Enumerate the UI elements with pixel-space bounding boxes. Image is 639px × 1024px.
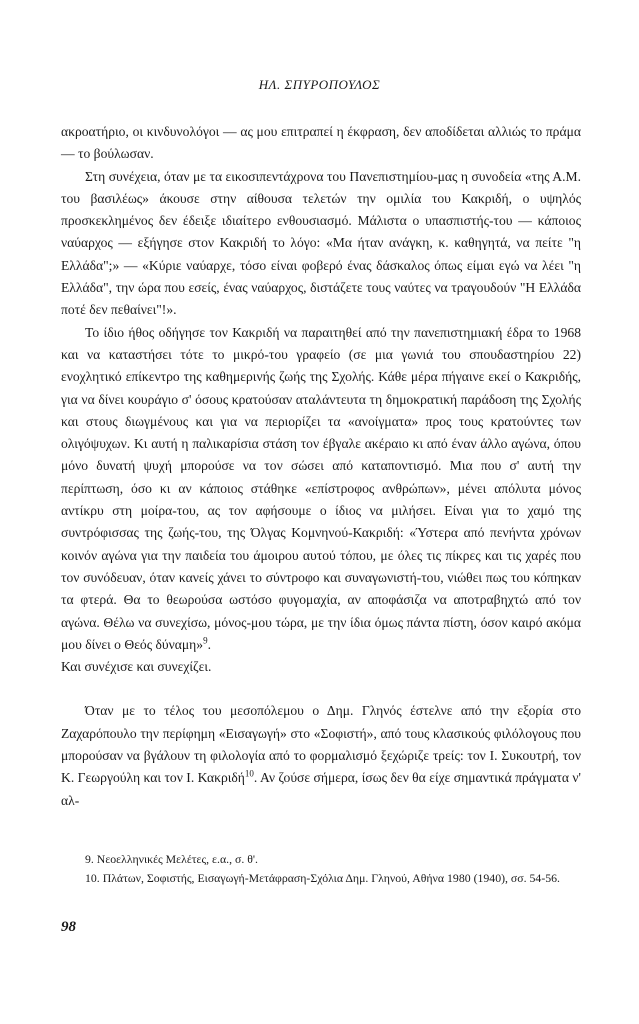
paragraph-text: Το ίδιο ήθος οδήγησε τον Κακριδή να παραιτηθεί από την πανεπιστημιακή έδρα το 1968 και να καταστήσει τότε το μικρό-του γραφείο (σε μια γωνιά του σπουδαστηρίου 22) ενοχλητικό επίκεντρο της καθημερινής ζωής της Σχολής. Κάθε μέρα πήγαινε εκεί ο Κακριδής, για να δίνει κουράγιο σ' όσους κρατούσαν αταλάντευτα τη δημοκρατική παράδοση της Σχολής και στους διωγμένους και για να περιορίζει τα «ανοίγματα» προς τους κρατούντες των ολιγόψυχων. Κι αυτή η παλικαρίσια στάση τον έβγαλε ακέραιο κι από έναν άλλο αγώνα, όπου μόνο δυνατή ψυχή μπορούσε να τον σώσει από καταποντισμό. Μια που σ' αυτή την περίπτωση, όσο κι αν κάποιος στάθηκε «επίστροφος ανθρώπων», μένει απόλυτα μόνος αντίκρυ στη μοίρα-του, ας τον αφήσουμε ο ίδιος να μιλήσει. Είναι για το χαμό της συντρόφισσας της ζωής-του, της Όλγας Κομνηνού-Κακριδή: «Ύστερα από πενήντα χρόνων κοινόν αγώνα για την παιδεία του άμοιρου αυτού τόπου, με όλες τις πίκρες και τις χαρές που τον συνόδευαν, όταν κανείς χάνει το σύντροφο και συναγωνιστή-του, νιώθει πως του κόπηκαν τα φτερά. Θα το θεωρούσα ωστόσο φυγομαχία, αν αποφάσιζα να αποτραβηχτώ από τον αγώνα. Θέλω να συνεχίσω, μόνος-μου τώρα, με την ίδια όμως πάντα πίστη, όσον καιρό ακόμα μου δίνει ο Θεός δύναμη»	[61, 324, 581, 652]
page-number: 98	[61, 919, 76, 935]
main-text	[61, 121, 581, 812]
footnote: 9. Νεοελληνικές Μελέτες, ε.α., σ. θ'.	[85, 852, 258, 866]
paragraph: Και συνέχισε και συνεχίζει.	[61, 659, 212, 675]
paragraph-with-footnote	[61, 700, 581, 811]
paragraph-text: Αν ζούσε σήμερα, ίσως δεν θα είχε σημαντικά πράγματα ν' αλ-	[61, 770, 581, 808]
footnote: 10. Πλάτων, Σοφιστής, Εισαγωγή-Μετάφραση-Σχόλια Δημ. Γληνού, Αθήνα 1980 (1940), σσ. 54-56.	[85, 871, 561, 885]
paragraph-punctuation: .	[253, 770, 258, 786]
footnotes	[61, 850, 581, 888]
footnote-marker: 9	[203, 635, 208, 646]
footnote-marker: 10	[244, 768, 254, 779]
paragraph-continuation: ακροατήριο, οι κινδυνολόγοι — ας μου επιτραπεί η έκφραση, δεν αποδίδεται αλλιώς το πράμα — το βούλωσαν.	[61, 124, 581, 162]
running-head: ΗΛ. ΣΠΥΡΟΠΟΥΛΟΣ	[258, 77, 381, 92]
paragraph: Στη συνέχεια, όταν με τα εικοσιπεντάχρονα του Πανεπιστημίου-μας η συνοδεία «της Α.Μ. του βασιλέως» άκουσε στην αίθουσα τελετών την ομιλία του Κακριδή, ο υψηλός προσκεκλημένος δεν έδειξε ιδιαίτερο ενθουσιασμό. Μάλιστα ο υπασπιστής-του — κάποιος ναύαρχος — εξήγησε στον Κακριδή το λόγο: «Μα ήταν ανάγκη, κ. καθηγητά, να πείτε "η Ελλάδα";» — «Κύριε ναύαρχε, τόσο είναι φοβερό ένας δάσκαλος όπως είμαι εγώ να λέει "η Ελλάδα", την ώρα που εσείς, ένας ναύαρχος, διστάζετε τους ναύτες να τραγουδούν "Η Ελλάδα ποτέ δεν πεθαίνει"!».	[61, 168, 581, 318]
paragraph-text: Όταν με το τέλος του μεσοπόλεμου ο Δημ. Γληνός έστελνε από την εξορία στο Ζαχαρόπουλο την περίφημη «Εισαγωγή» στο «Σοφιστή», από τους κλασικούς φιλόλογους που μπορούσαν να βγάλουν τη φιλολογία από το φορμαλισμό ξεχώριζε τρείς: τον Ι. Συκουτρή, τον Κ. Γεωργούλη και τον Ι. Κακριδή	[61, 703, 581, 786]
paragraph-with-footnote	[61, 322, 581, 656]
paragraph-punctuation: .	[207, 636, 211, 652]
